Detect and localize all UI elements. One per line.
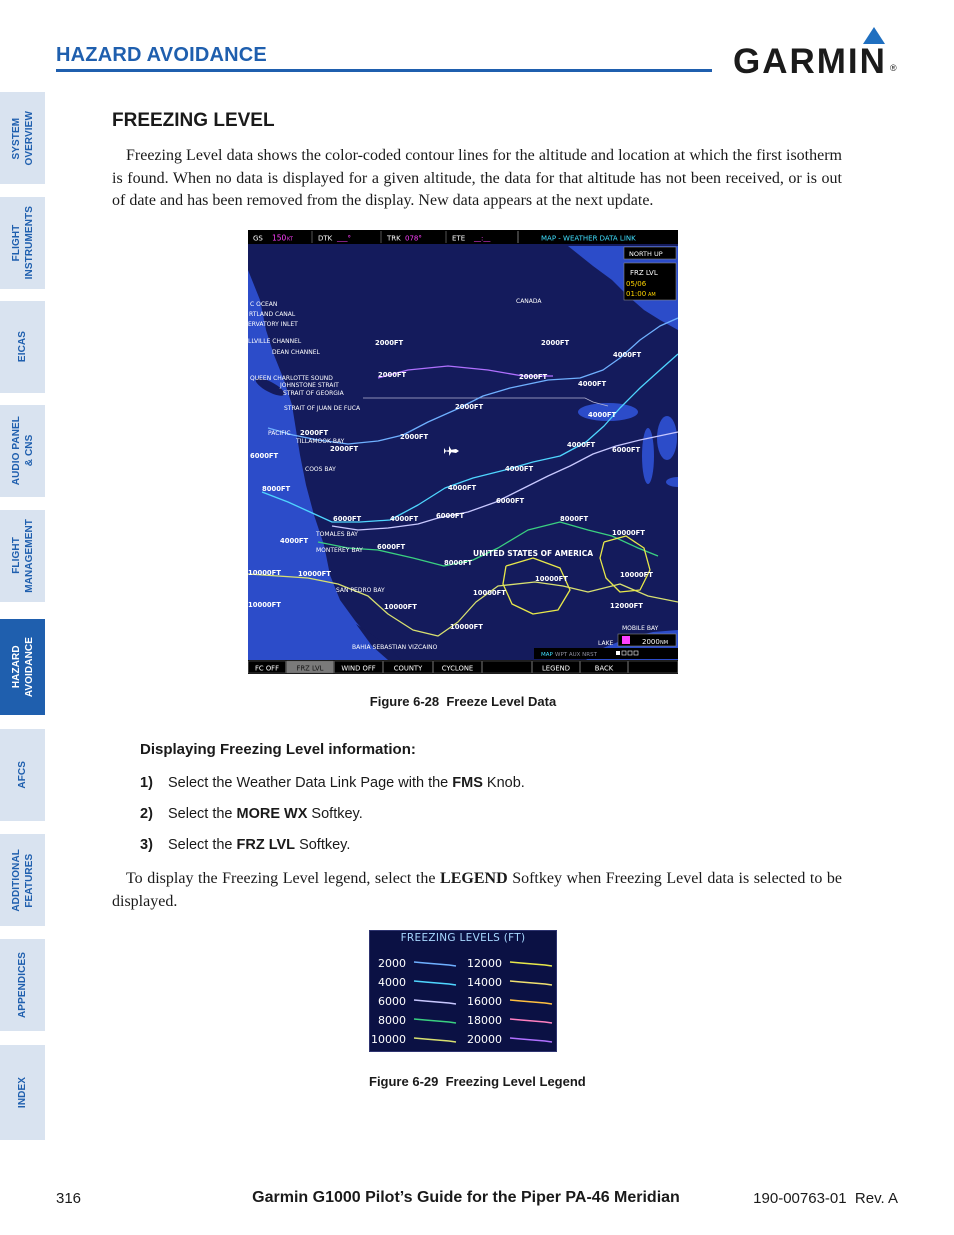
tab-label: EICAS xyxy=(17,331,28,363)
freezing-level-label: 2000FT xyxy=(519,373,548,381)
legend-line-swatch xyxy=(509,978,553,988)
place-label: DEAN CHANNEL xyxy=(272,349,320,356)
orientation-label: NORTH UP xyxy=(629,250,663,258)
footer-title: Garmin G1000 Pilot’s Guide for the Piper PA-46 Meridian xyxy=(252,1189,680,1206)
page-group-active: MAP xyxy=(541,652,553,658)
freezing-level-label: 6000FT xyxy=(333,515,362,523)
freezing-level-label: 2000FT xyxy=(330,445,359,453)
legend-level-value: 16000 xyxy=(467,995,502,1008)
trk-value: 078° xyxy=(405,234,422,243)
softkey[interactable] xyxy=(483,661,532,673)
gs-value: 150 xyxy=(272,233,287,243)
legend-line-8000 xyxy=(414,1019,456,1023)
freezing-level-label: 2000FT xyxy=(541,339,570,347)
tab-label: FLIGHT INSTRUMENTS xyxy=(10,206,35,280)
softkey-label: LEGEND xyxy=(542,664,570,673)
softkey-label: CYCLONE xyxy=(441,664,474,673)
ete-label: ETE xyxy=(452,234,466,243)
place-label: TOMALES BAY xyxy=(316,531,358,538)
tab-label: AFCS xyxy=(17,761,28,789)
tab-flight-management[interactable] xyxy=(0,510,45,602)
legend-line-swatch xyxy=(509,997,553,1007)
place-label: BAHIA SEBASTIAN VIZCAINO xyxy=(352,644,438,651)
freezing-level-label: 2000FT xyxy=(375,339,404,347)
product-time-suffix: AM xyxy=(648,292,656,298)
gs-unit: KT xyxy=(287,236,293,243)
legend-level-value: 20000 xyxy=(467,1033,502,1046)
tab-audio-panel-cns[interactable] xyxy=(0,405,45,497)
tab-hazard-avoidance[interactable] xyxy=(0,619,45,715)
tab-label: AUDIO PANEL & CNS xyxy=(10,416,35,486)
legend-line-10000 xyxy=(414,1038,456,1042)
legend-level-value: 4000 xyxy=(378,976,406,989)
legend-line-swatch xyxy=(509,1016,553,1026)
place-label: STRAIT OF GEORGIA xyxy=(283,390,344,397)
freezing-level-label: 6000FT xyxy=(250,452,279,460)
freezing-level-label: 2000FT xyxy=(400,433,429,441)
freezing-level-label: 10000FT xyxy=(473,589,506,597)
place-label: UNITED STATES OF AMERICA xyxy=(473,549,594,558)
freezing-level-label: 8000FT xyxy=(560,515,589,523)
softkey[interactable] xyxy=(629,661,678,673)
place-label: ERVATORY INLET xyxy=(248,321,298,328)
section-title: FREEZING LEVEL xyxy=(112,110,275,131)
freezing-level-label: 6000FT xyxy=(377,543,406,551)
freezing-level-label: 10000FT xyxy=(298,570,331,578)
freezing-level-label: 4000FT xyxy=(280,537,309,545)
freezing-level-label: 8000FT xyxy=(262,485,291,493)
place-label: COOS BAY xyxy=(305,466,336,473)
legend-line-6000 xyxy=(414,1000,456,1004)
product-date: 05/06 xyxy=(626,280,647,288)
tab-label: APPENDICES xyxy=(17,951,28,1018)
page-dot xyxy=(616,651,620,655)
softkey-label: BACK xyxy=(594,664,614,673)
tab-label: FLIGHT MANAGEMENT xyxy=(10,519,35,593)
softkeys xyxy=(249,661,678,673)
dtk-value: ___° xyxy=(337,234,351,243)
legend-line-20000 xyxy=(510,1038,552,1042)
figure-6-29-freezing-level-legend xyxy=(369,930,557,1052)
legend-line-swatch xyxy=(413,978,457,988)
legend-level-value: 18000 xyxy=(467,1014,502,1027)
place-label: C OCEAN xyxy=(250,301,278,308)
gs-label: GS xyxy=(253,234,263,243)
tab-additional-features[interactable] xyxy=(0,834,45,926)
place-label: STRAIT OF JUAN DE FUCA xyxy=(284,405,361,412)
place-label: QUEEN CHARLOTTE SOUND xyxy=(250,375,333,382)
dtk-label: DTK xyxy=(318,234,333,243)
place-label: LLVILLE CHANNEL xyxy=(248,338,302,345)
freezing-level-label: 4000FT xyxy=(505,465,534,473)
legend-line-14000 xyxy=(510,981,552,985)
freezing-level-label: 2000FT xyxy=(455,403,484,411)
freezing-level-label: 6000FT xyxy=(436,512,465,520)
freezing-level-label: 10000FT xyxy=(248,601,281,609)
freezing-level-label: 10000FT xyxy=(384,603,417,611)
freezing-level-label: 4000FT xyxy=(613,351,642,359)
legend-title: FREEZING LEVELS (FT) xyxy=(400,932,526,944)
legend-line-2000 xyxy=(414,962,456,966)
range-unit: NM xyxy=(660,640,669,646)
tab-appendices[interactable] xyxy=(0,939,45,1031)
tab-afcs[interactable] xyxy=(0,729,45,821)
legend-line-4000 xyxy=(414,981,456,985)
place-label: LAKE xyxy=(598,640,614,647)
place-label: CANADA xyxy=(516,298,542,305)
legend-line-swatch xyxy=(413,959,457,969)
legend-level-value: 12000 xyxy=(467,957,502,970)
garmin-logo: GARMIN xyxy=(733,42,887,81)
place-label: JOHNSTONE STRAIT xyxy=(280,382,339,389)
header-rule xyxy=(56,69,712,72)
softkey-label: WIND OFF xyxy=(341,664,376,673)
tab-label: SYSTEM OVERVIEW xyxy=(10,110,35,166)
legend-line-swatch xyxy=(413,997,457,1007)
place-label: RTLAND CANAL xyxy=(249,311,296,318)
freezing-level-label: 6000FT xyxy=(612,446,641,454)
legend-icon xyxy=(622,636,630,644)
place-label: PACIFIC xyxy=(268,430,291,437)
lake-michigan xyxy=(642,428,654,484)
trk-label: TRK xyxy=(387,234,401,243)
legend-level-value: 14000 xyxy=(467,976,502,989)
legend-line-18000 xyxy=(510,1019,552,1023)
freezing-level-label: 2000FT xyxy=(300,429,329,437)
legend-note-paragraph: To display the Freezing Level legend, select the LEGEND Softkey when Freezing Level data is selected to be displayed. xyxy=(112,870,843,910)
freezing-level-label: 10000FT xyxy=(535,575,568,583)
figure-6-28-map xyxy=(248,230,678,674)
freezing-level-label: 10000FT xyxy=(248,569,281,577)
freezing-level-label: 4000FT xyxy=(578,380,607,388)
tab-label: ADDITIONAL FEATURES xyxy=(10,848,35,912)
softkey-label: FRZ LVL xyxy=(296,664,324,673)
legend-level-value: 8000 xyxy=(378,1014,406,1027)
freezing-level-label: 10000FT xyxy=(620,571,653,579)
lake-huron xyxy=(657,416,677,460)
place-label: MOBILE BAY xyxy=(622,625,659,632)
legend-line-swatch xyxy=(413,1016,457,1026)
step-3: 3) Select the FRZ LVL Softkey. xyxy=(140,837,351,853)
product-time: 01:00 xyxy=(626,290,647,298)
legend-level-value: 6000 xyxy=(378,995,406,1008)
freezing-level-label: 4000FT xyxy=(448,484,477,492)
tab-label: HAZARD AVOIDANCE xyxy=(10,636,35,698)
softkey-label: COUNTY xyxy=(393,664,423,673)
tab-system-overview[interactable] xyxy=(0,92,45,184)
figure-6-29-caption: Figure 6-29 Freezing Level Legend xyxy=(369,1074,586,1089)
freezing-level-label: 10000FT xyxy=(450,623,483,631)
weather-data-link-map xyxy=(248,230,678,674)
freezing-level-label: 6000FT xyxy=(496,497,525,505)
instructions-title: Displaying Freezing Level information: xyxy=(140,741,416,758)
freezing-level-label: 4000FT xyxy=(390,515,419,523)
tab-index[interactable] xyxy=(0,1045,45,1140)
document-number: 190-00763-01 Rev. A xyxy=(753,1190,898,1207)
section-header-title: HAZARD AVOIDANCE xyxy=(56,44,267,66)
tab-eicas[interactable] xyxy=(0,301,45,393)
ete-value: __:__ xyxy=(474,234,491,243)
place-label: TILLAMOOK BAY xyxy=(296,438,345,445)
tab-label: INDEX xyxy=(17,1076,28,1109)
place-label: MONTEREY BAY xyxy=(316,547,363,554)
page-group-others: WPT AUX NRST xyxy=(555,652,597,658)
freezing-level-label: 2000FT xyxy=(378,371,407,379)
legend-line-swatch xyxy=(509,959,553,969)
legend-level-value: 2000 xyxy=(378,957,406,970)
legend-line-12000 xyxy=(510,962,552,966)
freezing-level-label: 12000FT xyxy=(610,602,643,610)
page-title: MAP - WEATHER DATA LINK xyxy=(541,234,636,243)
legend-line-16000 xyxy=(510,1000,552,1004)
range-value: 2000 xyxy=(642,638,660,646)
freezing-level-label: 10000FT xyxy=(612,529,645,537)
product-name: FRZ LVL xyxy=(630,269,658,277)
legend-level-value: 10000 xyxy=(371,1033,406,1046)
step-1: 1) Select the Weather Data Link Page with the FMS Knob. xyxy=(140,775,525,791)
step-2: 2) Select the MORE WX Softkey. xyxy=(140,806,363,822)
tab-flight-instruments[interactable] xyxy=(0,197,45,289)
page-number: 316 xyxy=(56,1190,82,1207)
freezing-level-label: 8000FT xyxy=(444,559,473,567)
freezing-level-label: 4000FT xyxy=(567,441,596,449)
softkey-label: FC OFF xyxy=(255,664,279,673)
registered-mark: ® xyxy=(890,63,897,73)
legend-line-swatch xyxy=(413,1035,457,1045)
legend-line-swatch xyxy=(509,1035,553,1045)
freezing-level-label: 4000FT xyxy=(588,411,617,419)
intro-paragraph: Freezing Level data shows the color-coded contour lines for the altitude and location at which the first isotherm is found. When no data is displayed for a given altitude, the data for that altitude has not been received, or is out of date and has been removed from the display. New data appears at the next update. xyxy=(112,147,842,209)
place-label: SAN PEDRO BAY xyxy=(336,587,385,594)
figure-6-28-caption: Figure 6-28 Freeze Level Data xyxy=(369,694,557,709)
